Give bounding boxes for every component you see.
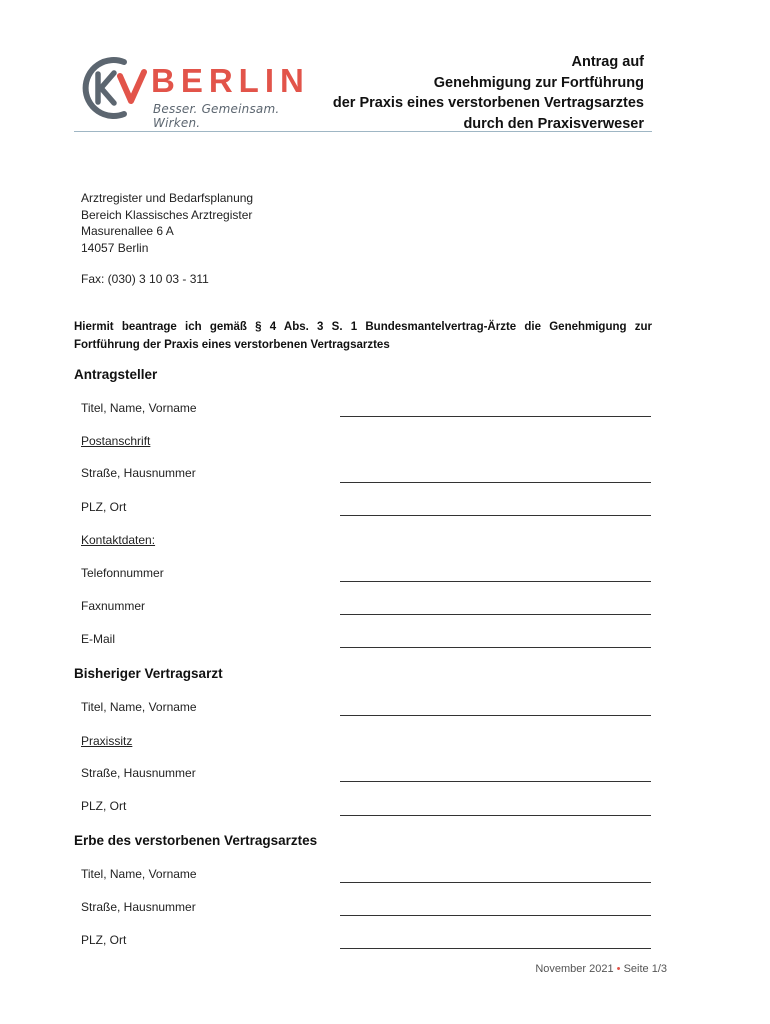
address-line: 14057 Berlin: [81, 240, 149, 255]
section-heading-erbe: Erbe des verstorbenen Vertragsarztes: [74, 833, 318, 848]
field-label-strasse: Straße, Hausnummer: [81, 766, 196, 780]
logo-word: BERLIN: [151, 62, 310, 99]
field-label-name: Titel, Name, Vorname: [81, 867, 197, 881]
kv-berlin-logo: [78, 54, 318, 130]
field-line-bisheriger-name[interactable]: [340, 715, 651, 716]
field-line-antragsteller-strasse[interactable]: [340, 482, 651, 483]
logo-tagline: Besser. Gemeinsam. Wirken.: [153, 102, 280, 130]
field-label-name: Titel, Name, Vorname: [81, 700, 197, 714]
title-line: Antrag auf: [571, 54, 644, 70]
field-label-name: Titel, Name, Vorname: [81, 401, 197, 415]
field-line-antragsteller-email[interactable]: [340, 647, 651, 648]
section-heading-antragsteller: Antragsteller: [74, 367, 158, 382]
recipient-fax: Fax: (030) 3 10 03 - 311: [81, 272, 209, 286]
field-label-fax: Faxnummer: [81, 599, 146, 613]
field-line-antragsteller-telefon[interactable]: [340, 581, 651, 582]
field-label-plz: PLZ, Ort: [81, 933, 127, 947]
form-title: [333, 52, 644, 134]
field-label-strasse: Straße, Hausnummer: [81, 900, 196, 914]
field-line-erbe-strasse[interactable]: [340, 915, 651, 916]
title-line: durch den Praxisverweser: [463, 115, 644, 132]
field-line-antragsteller-fax[interactable]: [340, 614, 651, 615]
field-line-antragsteller-plz[interactable]: [340, 515, 651, 516]
field-label-strasse: Straße, Hausnummer: [81, 466, 196, 480]
field-line-antragsteller-name[interactable]: [340, 416, 651, 417]
kv-logo-icon: [78, 54, 150, 122]
address-line: Bereich Klassisches Arztregister: [81, 207, 253, 222]
field-label-email: E-Mail: [81, 632, 116, 646]
subheading-kontaktdaten: Kontaktdaten:: [81, 533, 156, 547]
address-line: Masurenallee 6 A: [81, 224, 174, 238]
footer-bullet-icon: •: [616, 963, 621, 975]
subheading-praxissitz: Praxissitz: [81, 734, 133, 748]
field-label-plz: PLZ, Ort: [81, 799, 127, 813]
field-line-bisheriger-strasse[interactable]: [340, 781, 651, 782]
field-label-telefon: Telefonnummer: [81, 566, 164, 580]
field-line-erbe-plz[interactable]: [340, 948, 651, 949]
recipient-address: [81, 190, 253, 256]
address-line: Arztregister und Bedarfsplanung: [81, 191, 254, 205]
footer-date: November 2021: [535, 963, 614, 975]
field-line-bisheriger-plz[interactable]: [340, 815, 651, 816]
field-line-erbe-name[interactable]: [340, 882, 651, 883]
field-label-plz: PLZ, Ort: [81, 500, 127, 514]
subheading-postanschrift: Postanschrift: [81, 434, 151, 448]
section-heading-bisheriger-vertragsarzt: Bisheriger Vertragsarzt: [74, 666, 223, 681]
page-footer: [535, 963, 667, 975]
intro-statement: Hiermit beantrage ich gemäß § 4 Abs. 3 S. 1 Bundesmantelvertrag-Ärzte die Genehmigung zur Fortführung der Praxis eines verstorbenen Vertragsarztes: [74, 321, 652, 351]
title-line: der Praxis eines verstorbenen Vertragsarztes: [332, 95, 644, 111]
header-divider: [74, 131, 652, 132]
page-number: Seite 1/3: [623, 963, 667, 975]
title-line: Genehmigung zur Fortführung: [433, 74, 644, 91]
